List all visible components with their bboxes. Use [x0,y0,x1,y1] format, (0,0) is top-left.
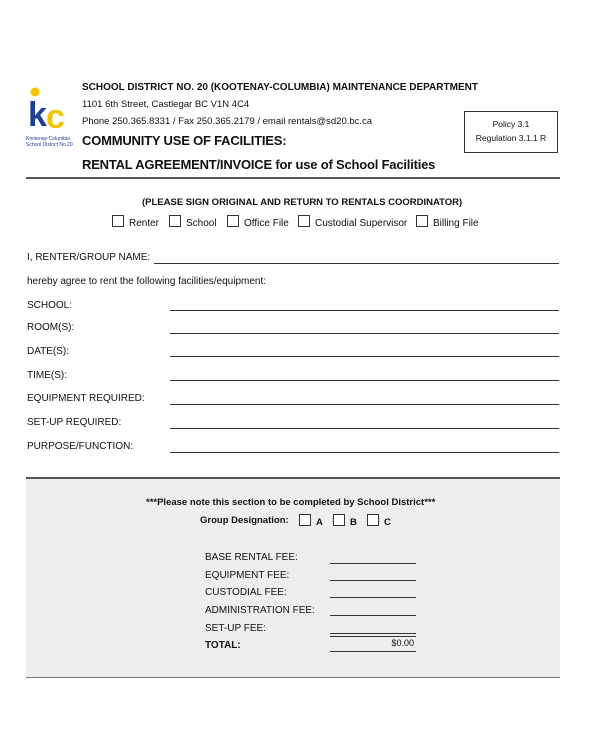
checkbox-label: Renter [129,218,160,229]
total-label: TOTAL: [205,640,241,651]
rooms-label: ROOM(S): [27,322,75,333]
checkbox[interactable] [169,215,181,227]
district-name: SCHOOL DISTRICT NO. 20 (KOOTENAY-COLUMBIA) MAINTENANCE DEPARTMENT [82,82,478,93]
form-title-1: COMMUNITY USE OF FACILITIES: [82,133,287,148]
total-field-line [330,651,416,652]
district-logo [26,86,76,148]
setup-fee-label: SET-UP FEE: [205,623,266,634]
purpose-field[interactable] [170,452,559,453]
custodial-fee-field[interactable] [330,597,416,598]
checkbox-label: C [384,517,391,528]
group-designation-label: Group Designation: [200,515,289,526]
copy-option-school[interactable] [169,215,217,229]
header-divider [26,177,560,179]
equipment-required-label: EQUIPMENT REQUIRED: [27,393,145,404]
district-contact: Phone 250.365.8331 / Fax 250.365.2179 / email rentals@sd20.bc.ca [82,116,373,127]
setup-fee-field-underline [330,636,416,637]
equipment-fee-field[interactable] [330,580,416,581]
checkbox-label: B [350,517,357,528]
setup-required-label: SET-UP REQUIRED: [27,417,122,428]
equipment-fee-label: EQUIPMENT FEE: [205,570,290,581]
custodial-fee-label: CUSTODIAL FEE: [205,587,287,598]
checkbox[interactable] [298,215,310,227]
checkbox[interactable] [416,215,428,227]
svg-text:Kootenay-Columbia: Kootenay-Columbia [26,136,70,142]
administration-fee-label: ADMINISTRATION FEE: [205,605,315,616]
policy-number: Policy 3.1 [492,119,530,129]
school-label: SCHOOL: [27,300,73,311]
checkbox[interactable] [333,514,345,526]
equipment-required-field[interactable] [170,404,559,405]
purpose-label: PURPOSE/FUNCTION: [27,441,134,452]
dates-field[interactable] [170,356,559,357]
copy-option-custodial-supervisor[interactable] [298,215,407,229]
group-option-c[interactable] [367,514,391,528]
svg-text:c: c [46,98,65,136]
checkbox[interactable] [299,514,311,526]
rooms-field[interactable] [170,333,559,334]
checkbox[interactable] [227,215,239,227]
district-section-note: ***Please note this section to be completed by School District*** [146,497,436,508]
renter-name-field[interactable] [154,263,559,264]
total-value: $0.00 [391,638,414,648]
dates-label: DATE(S): [27,346,70,357]
times-field[interactable] [170,380,559,381]
renter-name-label: I, RENTER/GROUP NAME: [27,252,151,263]
base-rental-fee-label: BASE RENTAL FEE: [205,552,298,563]
checkbox-label: A [316,517,323,528]
checkbox-label: School [186,218,217,229]
checkbox-label: Custodial Supervisor [315,218,408,229]
times-label: TIME(S): [27,370,67,381]
group-option-b[interactable] [333,514,357,528]
svg-text:School District No.20: School District No.20 [26,142,73,148]
copy-option-office-file[interactable] [227,215,289,229]
setup-required-field[interactable] [170,428,559,429]
form-title-2: RENTAL AGREEMENT/INVOICE for use of School Facilities [82,157,436,172]
checkbox[interactable] [112,215,124,227]
policy-box [464,111,558,153]
checkbox[interactable] [367,514,379,526]
group-option-a[interactable] [299,514,323,528]
administration-fee-field[interactable] [330,615,416,616]
district-address: 1101 6th Street, Castlegar BC V1N 4C4 [82,99,250,110]
return-instruction: (PLEASE SIGN ORIGINAL AND RETURN TO RENTALS COORDINATOR) [142,197,463,208]
base-rental-fee-field[interactable] [330,563,416,564]
kc-logo-icon [26,86,76,148]
school-field[interactable] [170,310,559,311]
regulation-number: Regulation 3.1.1 R [475,133,547,143]
svg-text:k: k [28,96,47,134]
copy-option-billing-file[interactable] [416,215,479,229]
checkbox-label: Billing File [433,218,479,229]
copy-option-renter[interactable] [112,215,159,229]
checkbox-label: Office File [244,218,289,229]
agreement-text: hereby agree to rent the following facilities/equipment: [27,276,267,287]
setup-fee-field[interactable] [330,633,416,634]
